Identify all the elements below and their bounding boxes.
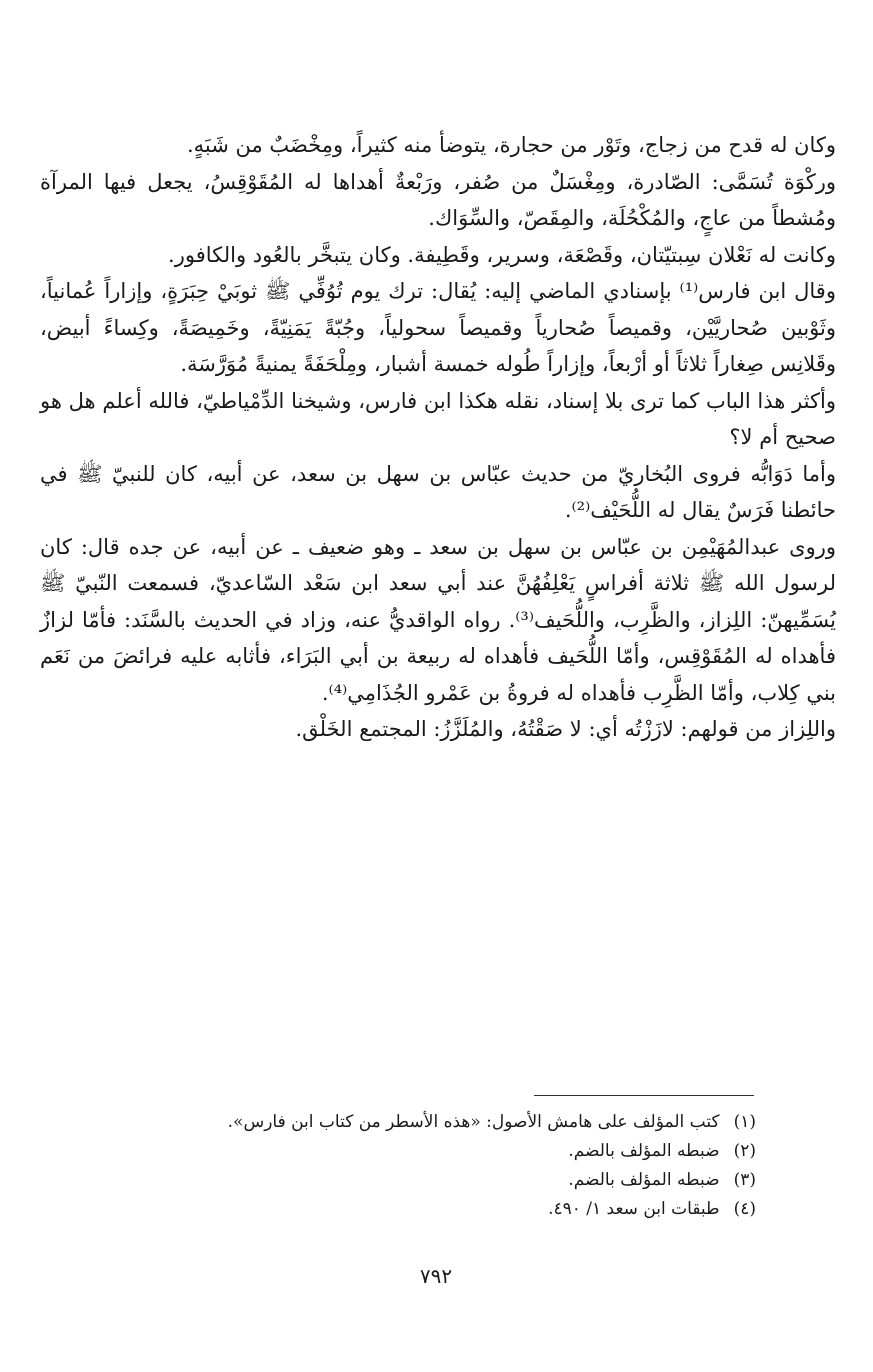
- paragraph-three-horses: وروى عبدالمُهَيْمِن بن عبّاس بن سهل بن سعد ـ وهو ضعيف ـ عن أبيه، عن جده قال: كان لرسول الله ﷺ ثلاثة أفراسٍ يَعْلِفُهُنَّ عند أبي سعد ابن سَعْد السّاعديّ، فسمعت النّبيّ ﷺ يُسَمِّيهنّ: اللِزاز، والظَّرِب، واللُّحَيف⁽³⁾. رواه الواقديُّ عنه، وزاد في الحديث بالسَّنَد: فأمّا لزازٌ فأهداه له المُقَوْقِس، وأمّا اللُّحَيف فأهداه له ربيعة بن أبي البَرَاء، فأثابه عليه فرائضَ من نَعَم بني كِلاب، وأمّا الظَّرِب فأهداه له فروةُ بن عَمْرو الجُذَامِي⁽⁴⁾.: [40, 534, 836, 705]
- footnote-text: طبقات ابن سعد ١/ ٤٩٠.: [548, 1199, 720, 1219]
- footnote-4: [40, 1195, 756, 1224]
- paragraph-rakwa: وركْوَة تُسَمَّى: الصّادرة، ومِغْسَلٌ من صُفر، ورَبْعةٌ أهداها له المُقَوْقِسُ، يجعل فيها المرآة ومُشطاً من عاجٍ، والمُكْحُلَة، والمِقَصّ، والسِّوَاك.: [40, 169, 836, 230]
- paragraph-sandals: وكانت له نَعْلان سِبتيّتان، وقَصْعَة، وسرير، وقَطِيفة. وكان يتبخَّر بالعُود والكافور.: [168, 242, 836, 267]
- footnote-text: كتب المؤلف على هامش الأصول: «هذه الأسطر من كتاب ابن فارس».: [227, 1112, 720, 1132]
- footnotes: [40, 1108, 756, 1224]
- footnote-text: ضبطه المؤلف بالضم.: [568, 1170, 720, 1190]
- paragraph-mounts: وأما دَوَابُّه فروى البُخاريّ من حديث عبّاس بن سهل بن سعد، عن أبيه، كان للنبيّ ﷺ في حائطنا فَرَسٌ يقال له اللُّحَيْف⁽²⁾.: [40, 461, 836, 522]
- footnote-2: [40, 1137, 756, 1166]
- footnote-text: ضبطه المؤلف بالضم.: [568, 1141, 720, 1161]
- footnote-1: [40, 1108, 756, 1137]
- paragraph-ibn-faris: وقال ابن فارس⁽¹⁾ بإسنادي الماضي إليه: يُقال: ترك يوم تُوُفِّي ﷺ ثوبَيْ حِبَرَةٍ، وإزاراً عُمانياً، وثَوْبين صُحاريَّيْن، وقميصاً صُحارياً وقميصاً سحولياً، وجُبّةً يَمَنِيّةً، وخَمِيصَةً، وكِساءً أبيض، وقَلانِس صِغاراً ثلاثاً أو أرْبعاً، وإزاراً طُوله خمسة أشبار، ومِلْحَفَةً يمنيةً مُوَرَّسَة.: [40, 279, 836, 376]
- paragraph-isnad-note: وأكثر هذا الباب كما ترى بلا إسناد، نقله هكذا ابن فارس، وشيخنا الدِّمْياطيّ، فالله أعلم هل هو صحيح أم لا؟: [40, 388, 836, 449]
- paragraph-vessels: وكان له قدح من زجاج، وتَوْر من حجارة، يتوضأ منه كثيراً، ومِخْضَبٌ من شَبَهٍ.: [186, 133, 836, 157]
- footnote-number: (٤): [733, 1199, 756, 1219]
- main-text: [40, 127, 836, 748]
- footnote-divider: [534, 1095, 754, 1096]
- footnote-number: (٢): [733, 1141, 756, 1161]
- footnote-3: [40, 1166, 756, 1195]
- footnote-number: (٣): [733, 1170, 756, 1190]
- page-number: ٧٩٢: [419, 1264, 453, 1288]
- paragraph-lizaz-meaning: واللِزاز من قولهم: لازَزْتُه أي: لا صَقْتُهُ، والمُلَزَّزُ: المجتمع الخَلْق.: [295, 717, 836, 741]
- footnote-number: (١): [733, 1112, 756, 1132]
